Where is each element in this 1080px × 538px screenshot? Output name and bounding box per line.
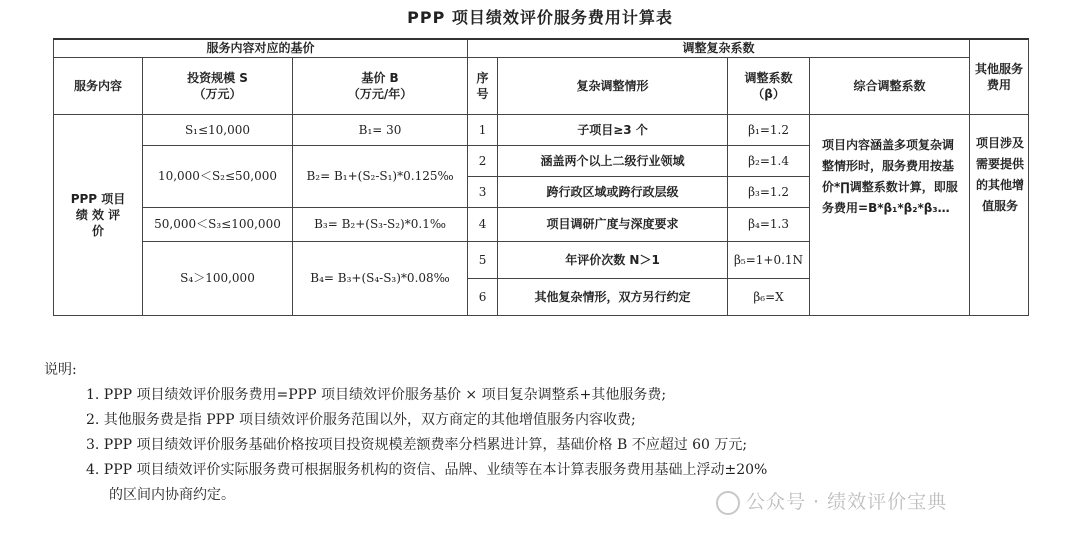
header-scale: 投资规模 S （万元） [143, 58, 293, 115]
adj-situation-cell: 年评价次数 N＞1 [498, 241, 728, 278]
adj-situation-cell: 跨行政区域或跨行政层级 [498, 176, 728, 207]
note-item: 1. PPP 项目绩效评价服务费用=PPP 项目绩效评价服务基价 × 项目复杂调整系+其他服务费; [86, 387, 667, 403]
adj-no-cell: 3 [468, 176, 498, 207]
header-service: 服务内容 [54, 58, 143, 115]
adj-situation-cell: 项目调研广度与深度要求 [498, 207, 728, 241]
adj-no-cell: 4 [468, 207, 498, 241]
adj-coef-cell: β₆=X [728, 278, 810, 315]
note-item: 2. 其他服务费是指 PPP 项目绩效评价服务范围以外，双方商定的其他增值服务内容收费; [86, 412, 636, 428]
tier-scale-cell: S₄＞100,000 [143, 241, 293, 315]
adj-coef-cell: β₁=1.2 [728, 114, 810, 145]
note-item-continuation: 的区间内协商约定。 [109, 487, 235, 503]
adj-no-cell: 1 [468, 114, 498, 145]
adj-coef-cell: β₅=1+0.1N [728, 241, 810, 278]
adj-no-cell: 5 [468, 241, 498, 278]
note-item: 4. PPP 项目绩效评价实际服务费可根据服务机构的资信、品牌、业绩等在本计算表服务费用基础上浮动±20% [86, 462, 768, 478]
notes-heading: 说明: [44, 362, 77, 378]
adj-no-cell: 6 [468, 278, 498, 315]
header-situation: 复杂调整情形 [498, 58, 728, 115]
adj-coef-cell: β₃=1.2 [728, 176, 810, 207]
adj-no-cell: 2 [468, 145, 498, 176]
notes-section [44, 358, 1054, 508]
note-item: 3. PPP 项目绩效评价服务基础价格按项目投资规模差额费率分档累进计算，基础价格 B 不应超过 60 万元; [86, 437, 748, 453]
tier-base-cell: B₂= B₁+(S₂-S₁)*0.125‰ [293, 145, 468, 207]
tier-base-cell: B₃= B₂+(S₃-S₂)*0.1‰ [293, 207, 468, 241]
service-name-cell: PPP 项目 绩 效 评 价 [54, 114, 143, 315]
group-header-adjust: 调整复杂系数 [468, 39, 970, 58]
other-fee-cell: 项目涉及需要提供的其他增值服务 [970, 114, 1029, 315]
tier-scale-cell: 10,000＜S₂≤50,000 [143, 145, 293, 207]
tier-scale-cell: S₁≤10,000 [143, 114, 293, 145]
tier-base-cell: B₄= B₃+(S₄-S₃)*0.08‰ [293, 241, 468, 315]
composite-cell: 项目内容涵盖多项复杂调整情形时，服务费用按基价*∏调整系数计算，即服务费用=B*β₁*β₂*β₃… [810, 114, 970, 315]
header-seq: 序 号 [468, 58, 498, 115]
adj-coef-cell: β₄=1.3 [728, 207, 810, 241]
adj-coef-cell: β₂=1.4 [728, 145, 810, 176]
watermark-text: 公众号 · 绩效评价宝典 [746, 491, 948, 513]
page-title: PPP 项目绩效评价服务费用计算表 [407, 8, 673, 27]
tier-scale-cell: 50,000＜S₃≤100,000 [143, 207, 293, 241]
wechat-icon [716, 491, 740, 515]
adj-situation-cell: 其他复杂情形，双方另行约定 [498, 278, 728, 315]
tier-base-cell: B₁= 30 [293, 114, 468, 145]
header-composite: 综合调整系数 [810, 58, 970, 115]
fee-table [53, 38, 1029, 316]
adj-situation-cell: 子项目≥3 个 [498, 114, 728, 145]
adj-situation-cell: 涵盖两个以上二级行业领域 [498, 145, 728, 176]
watermark [716, 487, 947, 515]
header-base: 基价 B （万元/年） [293, 58, 468, 115]
other-fee-header: 其他服务费用 [970, 39, 1029, 114]
header-coef: 调整系数 （β） [728, 58, 810, 115]
group-header-base: 服务内容对应的基价 [54, 39, 468, 58]
